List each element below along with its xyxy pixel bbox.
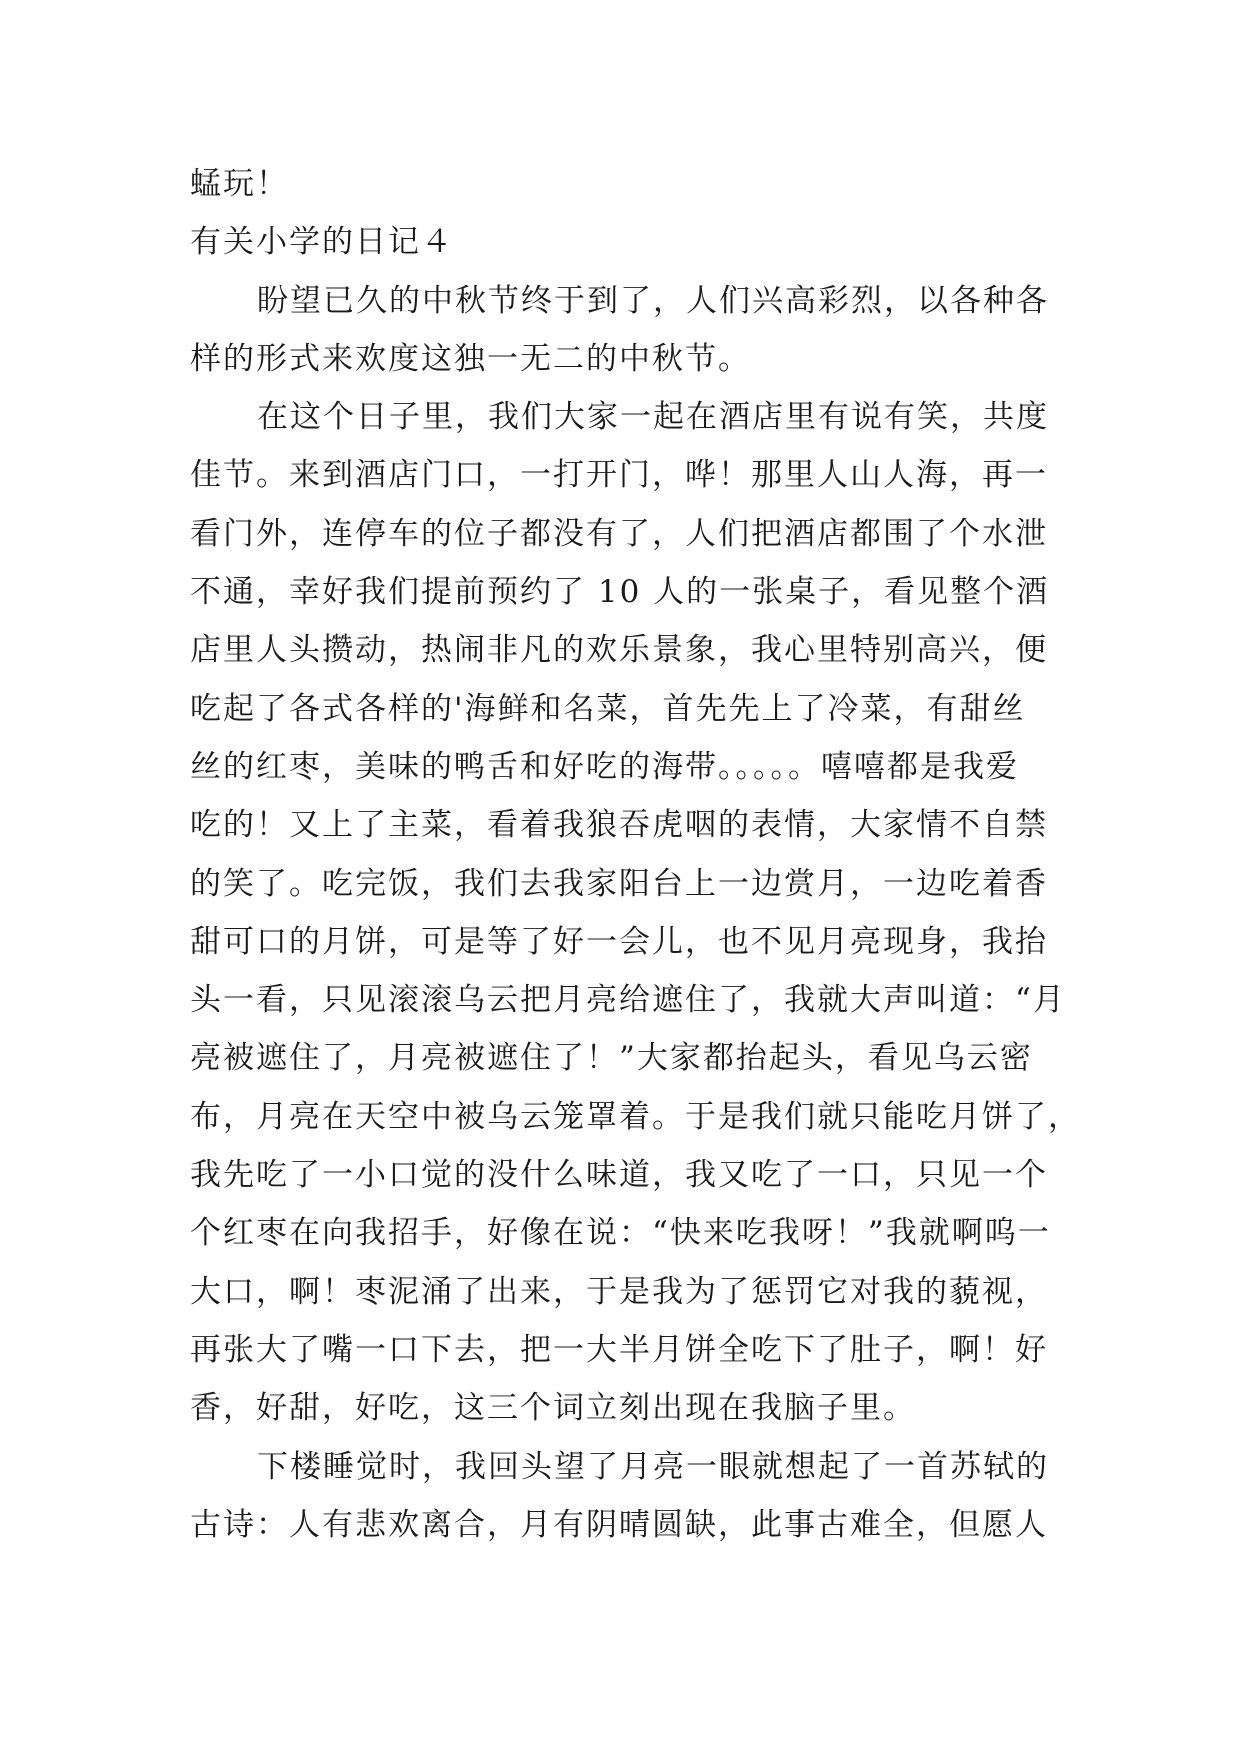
text-line: 佳节。来到酒店门口，一打开门，哗！那里人山人海，再一 <box>190 457 1048 494</box>
text-line: 我先吃了一小口觉的没什么味道，我又吃了一口，只见一个 <box>190 1157 1048 1194</box>
text-line: 亮被遮住了，月亮被遮住了！”大家都抬起头，看见乌云密 <box>190 1040 1033 1077</box>
diary-title: 有关小学的日记４ <box>190 224 454 261</box>
paragraph-1 <box>190 272 1052 389</box>
paragraph-2 <box>190 388 1081 1437</box>
document-body <box>190 155 1081 1554</box>
text-line: 头一看，只见滚滚乌云把月亮给遮住了，我就大声叫道：“月 <box>190 982 1066 1019</box>
text-line: 个红枣在向我招手，好像在说：“快来吃我呀！”我就啊呜一 <box>190 1215 1051 1252</box>
text-line: 的笑了。吃完饭，我们去我家阳台上一边赏月，一边吃着香 <box>190 865 1048 902</box>
text-line: 吃的！又上了主菜，看着我狼吞虎咽的表情，大家情不自禁 <box>190 807 1048 844</box>
text-line: 香，好甜，好吃，这三个词立刻出现在我脑子里。 <box>190 1390 916 1427</box>
continuation-line: 蜢玩！ <box>190 166 289 202</box>
paragraph-3 <box>190 1438 1052 1555</box>
text-line: 布，月亮在天空中被乌云笼罩着。于是我们就只能吃月饼了， <box>190 1098 1081 1135</box>
text-line: 样的形式来欢度这独一无二的中秋节。 <box>190 340 751 377</box>
text-line: 甜可口的月饼，可是等了好一会儿，也不见月亮现身，我抬 <box>190 923 1048 960</box>
text-line: 大口，啊！枣泥涌了出来，于是我为了惩罚它对我的藐视， <box>190 1273 1048 1310</box>
text-line: 店里人头攒动，热闹非凡的欢乐景象，我心里特别高兴，便 <box>190 632 1048 669</box>
text-line: 盼望已久的中秋节终于到了，人们兴高彩烈，以各种各 <box>257 282 1049 319</box>
text-line: 吃起了各式各样的'海鲜和名菜，首先先上了冷菜，有甜丝 <box>190 690 1026 727</box>
text-line: 丝的红枣，美味的鸭舌和好吃的海带。。。。。嘻嘻都是我爱 <box>190 748 1019 785</box>
text-line: 看门外，连停车的位子都没有了，人们把酒店都围了个水泄 <box>190 515 1048 552</box>
text-line: 不通，幸好我们提前预约了 10 人的一张桌子，看见整个酒 <box>190 574 1050 611</box>
text-line: 再张大了嘴一口下去，把一大半月饼全吃下了肚子，啊！好 <box>190 1331 1048 1368</box>
text-line: 在这个日子里，我们大家一起在酒店里有说有笑，共度 <box>257 399 1049 436</box>
text-line: 古诗：人有悲欢离合，月有阴晴圆缺，此事古难全，但愿人 <box>190 1506 1048 1543</box>
text-line: 下楼睡觉时，我回头望了月亮一眼就想起了一首苏轼的 <box>257 1448 1049 1485</box>
